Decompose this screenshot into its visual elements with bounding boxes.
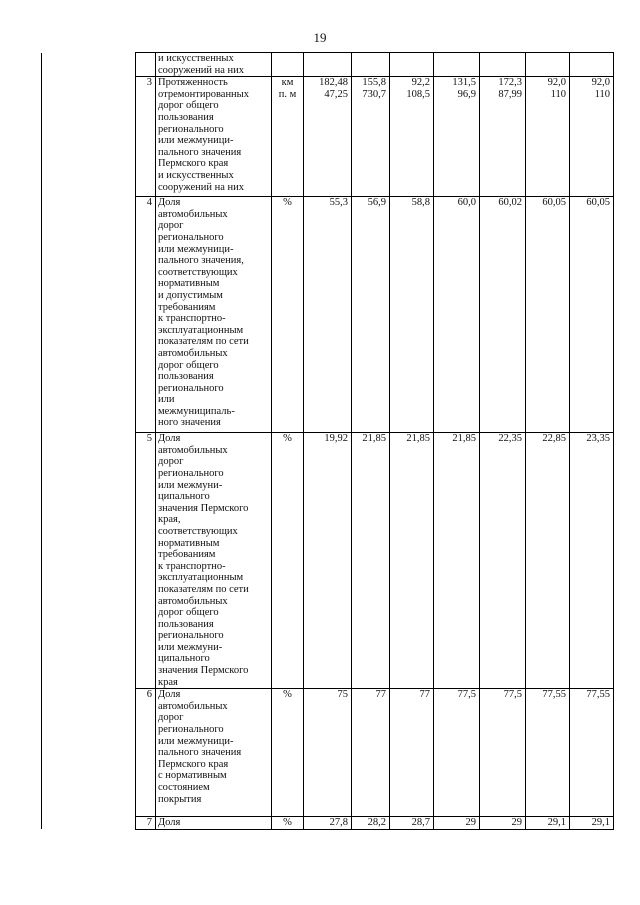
indicator-name-line: требованиям <box>158 301 216 313</box>
indicator-name-line: Пермского края <box>158 158 229 170</box>
table-row <box>42 689 614 817</box>
value-cell <box>390 817 434 830</box>
value-cell <box>570 197 614 433</box>
indicator-name <box>156 77 272 197</box>
indicator-name-line: края <box>158 676 178 688</box>
value: 47,25 <box>324 88 348 100</box>
row-number <box>136 53 156 77</box>
table-row <box>42 77 614 197</box>
value-cell <box>390 53 434 77</box>
indicator-name-line: автомобильных <box>158 700 228 712</box>
indicator-name-line: Протяженность <box>158 77 228 89</box>
indicator-name-line: или межмуни- <box>158 479 223 491</box>
value: 28,2 <box>367 817 386 829</box>
unit-cell <box>272 53 304 77</box>
unit-label: км <box>281 77 294 89</box>
unit-label: % <box>283 817 292 829</box>
indicator-name-line: состоянием <box>158 782 210 793</box>
indicator-name-line: и искусственных <box>158 53 234 64</box>
value-cell <box>304 817 352 830</box>
value: 92,2 <box>411 77 430 89</box>
value: 77,55 <box>586 689 610 701</box>
value: 96,9 <box>457 88 476 100</box>
value-cell <box>352 53 390 77</box>
value-cell <box>434 77 480 197</box>
value: 55,3 <box>329 197 348 209</box>
value-cell <box>390 77 434 197</box>
blank-cell <box>42 197 136 433</box>
indicator-name-line: дорог общего <box>158 100 219 112</box>
value-cell <box>434 817 480 830</box>
unit-label: % <box>283 689 292 701</box>
value: 131,5 <box>452 77 476 89</box>
indicator-name-line: к транспортно- <box>158 313 226 325</box>
indicator-name-line: регионального <box>158 467 224 479</box>
value: 29 <box>511 817 522 829</box>
value-cell <box>526 689 570 817</box>
value: 21,85 <box>406 433 430 445</box>
value: 27,8 <box>329 817 348 829</box>
indicator-name-line: Пермского края <box>158 758 229 770</box>
indicator-name-line: к транспортно- <box>158 560 226 572</box>
value-cell <box>570 433 614 689</box>
indicator-name-line: пользования <box>158 618 214 630</box>
indicator-name-line: ципального <box>158 653 210 665</box>
value: 21,85 <box>452 433 476 445</box>
value-cell <box>570 77 614 197</box>
table-row <box>42 197 614 433</box>
value: 28,7 <box>411 817 430 829</box>
value-cell <box>352 433 390 689</box>
blank-cell <box>42 53 136 77</box>
indicator-name-line: эксплуатационным <box>158 572 244 584</box>
table-row <box>42 53 614 77</box>
value: 22,85 <box>542 433 566 445</box>
value: 730,7 <box>362 88 386 100</box>
indicator-name-line: пользования <box>158 111 214 123</box>
indicator-name-line: регионального <box>158 123 224 135</box>
value-cell <box>304 53 352 77</box>
value: 77,5 <box>457 689 476 701</box>
value-cell <box>390 689 434 817</box>
indicator-name <box>156 817 272 830</box>
indicators-table <box>41 52 614 830</box>
value: 110 <box>594 88 610 100</box>
indicator-name-line: Доля <box>158 817 181 829</box>
page-number: 19 <box>313 30 327 45</box>
indicator-name-line: эксплуатационным <box>158 324 244 336</box>
indicator-name-line: отремонтированных <box>158 88 249 100</box>
indicator-name-line: пользования <box>158 371 214 383</box>
indicator-name-line: показателям по сети <box>158 336 249 348</box>
value-cell <box>526 197 570 433</box>
value-cell <box>570 53 614 77</box>
unit-cell <box>272 433 304 689</box>
indicator-name-line: ципального <box>158 491 210 503</box>
indicator-name-line: или межмуници- <box>158 735 234 747</box>
value-cell <box>352 77 390 197</box>
value: 110 <box>550 88 566 100</box>
unit-cell <box>272 817 304 830</box>
value-cell <box>434 433 480 689</box>
blank-cell <box>42 689 136 817</box>
row-number: 5 <box>136 433 156 689</box>
value: 182,48 <box>319 77 348 89</box>
unit-cell <box>272 197 304 433</box>
row-number: 3 <box>136 77 156 197</box>
indicator-name-line: дорог <box>158 456 184 468</box>
unit-cell <box>272 77 304 197</box>
value-cell <box>304 689 352 817</box>
value-cell <box>526 77 570 197</box>
value: 21,85 <box>362 433 386 445</box>
value-cell <box>434 689 480 817</box>
value: 29,1 <box>591 817 610 829</box>
value-cell <box>480 77 526 197</box>
value-cell <box>526 53 570 77</box>
indicator-name <box>156 433 272 689</box>
indicator-name-line: значения Пермского <box>158 665 249 677</box>
value-cell <box>526 817 570 830</box>
indicator-name-line: или <box>158 394 175 406</box>
value-cell <box>480 689 526 817</box>
value-cell <box>434 197 480 433</box>
value: 58,8 <box>411 197 430 209</box>
indicator-name-line: нормативным <box>158 278 220 290</box>
indicator-name-line: Доля <box>158 197 181 209</box>
indicator-name-line: и допустимым <box>158 289 223 301</box>
value-cell <box>390 197 434 433</box>
value-cell <box>352 689 390 817</box>
value: 56,9 <box>367 197 386 209</box>
value-cell <box>480 53 526 77</box>
value-cell <box>570 817 614 830</box>
row-number: 7 <box>136 817 156 830</box>
indicator-name-line: покрытия <box>158 793 202 805</box>
value: 108,5 <box>406 88 430 100</box>
blank-cell <box>42 817 136 830</box>
unit-label: % <box>283 197 292 209</box>
value: 77 <box>419 689 430 701</box>
indicator-name-line: ного значения <box>158 417 221 429</box>
indicator-name-line: показателям по сети <box>158 583 249 595</box>
indicator-name-line: Доля <box>158 433 181 445</box>
value: 60,05 <box>542 197 566 209</box>
value: 23,35 <box>586 433 610 445</box>
indicator-name-line: дорог общего <box>158 359 219 371</box>
indicator-name-line: соответствующих <box>158 266 238 278</box>
table-row <box>42 817 614 830</box>
indicator-name-line: соответствующих <box>158 525 238 537</box>
indicator-name-line: нормативным <box>158 537 220 549</box>
unit-label: п. м <box>278 88 297 100</box>
unit-cell <box>272 689 304 817</box>
indicator-name-line: регионального <box>158 382 224 394</box>
row-number: 4 <box>136 197 156 433</box>
value: 19,92 <box>324 433 348 445</box>
value: 60,02 <box>498 197 522 209</box>
indicator-name-line: Доля <box>158 689 181 701</box>
indicator-name-line: пального значения, <box>158 255 244 267</box>
indicator-name-line: автомобильных <box>158 347 228 359</box>
row-number: 6 <box>136 689 156 817</box>
indicator-name-line: регионального <box>158 231 224 243</box>
indicator-name-line: пального значения <box>158 146 242 158</box>
indicator-name-line: автомобильных <box>158 595 228 607</box>
indicator-name-line: дорог <box>158 220 184 232</box>
indicator-name-line: дорог <box>158 712 184 724</box>
value: 60,0 <box>457 197 476 209</box>
indicator-name-line: автомобильных <box>158 444 228 456</box>
indicator-name-line: регионального <box>158 724 224 736</box>
value-cell <box>304 197 352 433</box>
indicator-name-line: дорог общего <box>158 607 219 619</box>
indicator-name-line: края, <box>158 514 181 526</box>
unit-label: % <box>283 433 292 445</box>
value-cell <box>390 433 434 689</box>
value: 77,5 <box>503 689 522 701</box>
value-cell <box>304 433 352 689</box>
value-cell <box>480 197 526 433</box>
indicator-name <box>156 53 272 77</box>
value-cell <box>570 689 614 817</box>
value: 75 <box>337 689 348 701</box>
value: 92,0 <box>547 77 566 89</box>
value: 22,35 <box>498 433 522 445</box>
blank-cell <box>42 433 136 689</box>
indicator-name-line: межмуниципаль- <box>158 405 235 417</box>
value: 29,1 <box>547 817 566 829</box>
indicator-name-line: сооружений на них <box>158 181 245 193</box>
value-cell <box>352 817 390 830</box>
value: 172,3 <box>498 77 522 89</box>
value: 60,05 <box>586 197 610 209</box>
indicator-name <box>156 197 272 433</box>
value: 92,0 <box>591 77 610 89</box>
indicator-name-line: или межмуници- <box>158 135 234 147</box>
indicator-name-line: требованиям <box>158 549 216 561</box>
indicator-name-line: с нормативным <box>158 770 227 782</box>
value-cell <box>434 53 480 77</box>
table-row <box>42 433 614 689</box>
value-cell <box>352 197 390 433</box>
indicator-name-line: или межмуни- <box>158 641 223 653</box>
value-cell <box>480 817 526 830</box>
value-cell <box>304 77 352 197</box>
value-cell <box>526 433 570 689</box>
value: 29 <box>465 817 476 829</box>
indicator-name-line: или межмуници- <box>158 243 234 255</box>
value: 77 <box>375 689 386 701</box>
indicator-name-line: сооружений на них <box>158 64 245 76</box>
value: 77,55 <box>542 689 566 701</box>
indicator-name-line: регионального <box>158 630 224 642</box>
indicator-name-line: пального значения <box>158 747 242 759</box>
blank-cell <box>42 77 136 197</box>
indicator-name-line: значения Пермского <box>158 502 249 514</box>
value-cell <box>480 433 526 689</box>
indicator-name <box>156 689 272 817</box>
value: 87,99 <box>498 88 522 100</box>
value: 155,8 <box>362 77 386 89</box>
indicator-name-line: автомобильных <box>158 208 228 220</box>
indicator-name-line: и искусственных <box>158 169 234 181</box>
